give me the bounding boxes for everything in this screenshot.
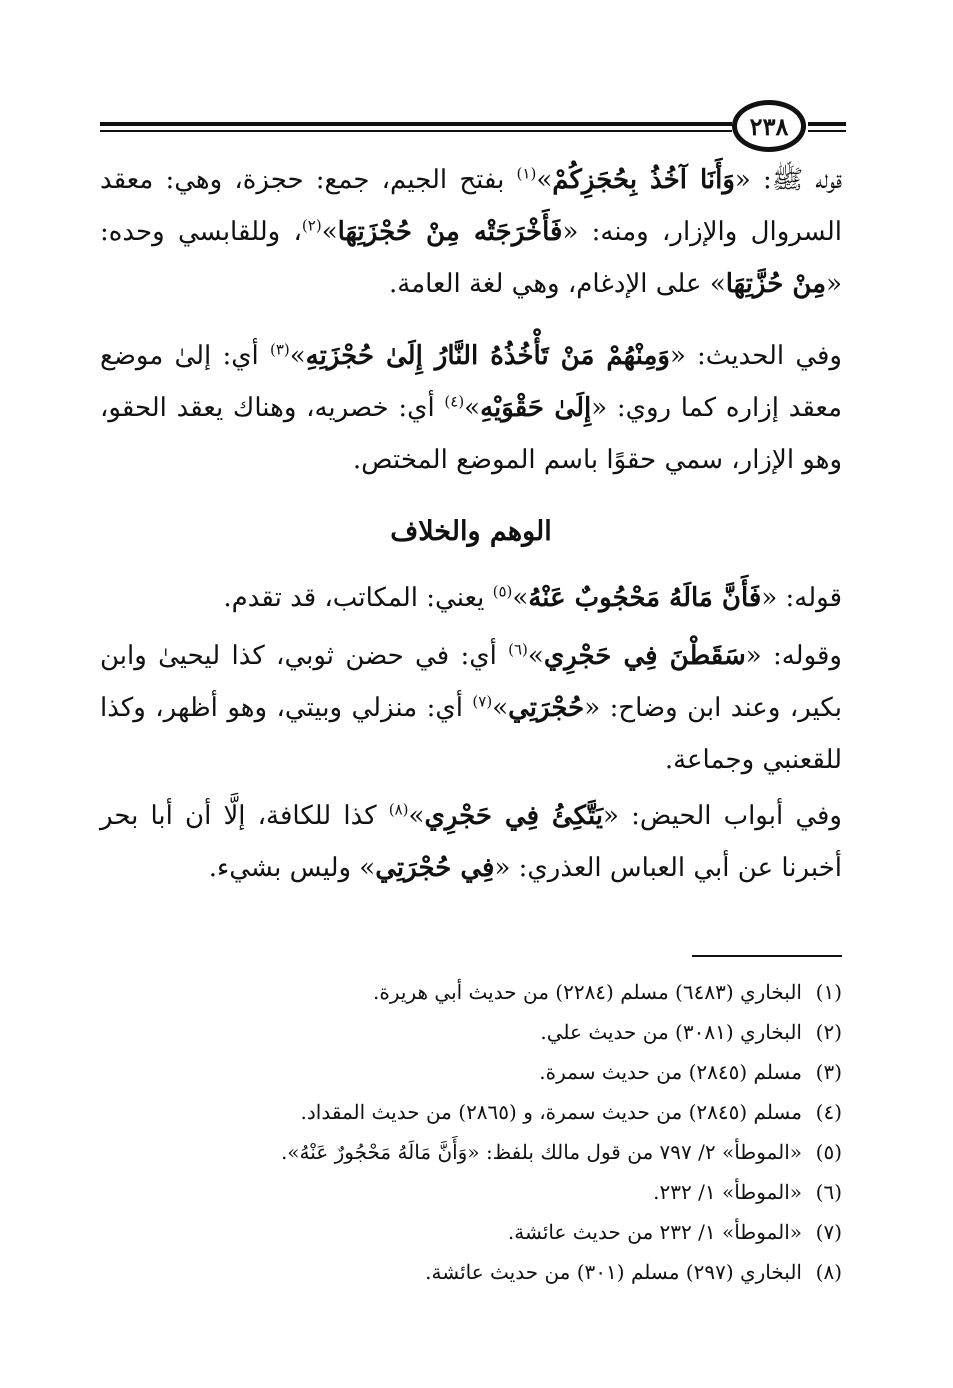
quoted-hadith-text: إِلَىٰ حَقْوَيْهِ: [480, 393, 592, 423]
paragraph-3: [100, 572, 842, 624]
paragraph-1: [100, 154, 842, 310]
quoted-hadith-text: سَقَطْنَ فِي حَجْرِي: [543, 641, 746, 671]
quoted-hadith-text: يَتَّكِئُ فِي حَجْرِي: [424, 801, 604, 831]
footnote-ref[interactable]: (٢): [301, 216, 322, 235]
footnote: [100, 1012, 842, 1052]
footnote-number: (٦): [815, 1180, 842, 1204]
footnote-list: [100, 972, 842, 1292]
footnote-separator: [692, 955, 842, 957]
section-heading: الوهم والخلاف: [390, 516, 552, 547]
paragraph-text: أي: إلىٰ موضع معقد إزاره كما روي: «: [100, 341, 843, 423]
paragraph-text: » على الإدغام، وهي لغة العامة.: [388, 269, 726, 299]
paragraph-text: »: [527, 641, 544, 671]
footnote-text: البخاري (٢٩٧) مسلم (٣٠١) من حديث عائشة.: [425, 1260, 802, 1284]
header-rule-right-thin: [808, 130, 846, 132]
footnote-text: مسلم (٢٨٤٥) من حديث سمرة، و (٢٨٦٥) من حديث المقداد.: [300, 1100, 802, 1124]
paragraph-text: ، وللقابسي وحده: «: [100, 217, 842, 299]
footnote-number: (٣): [815, 1060, 842, 1084]
footnote: [100, 1172, 842, 1212]
paragraph-text: قوله: «: [761, 583, 842, 613]
paragraph-text: »: [289, 341, 306, 371]
header-rule-thin: [100, 130, 732, 132]
paragraph-text: بفتح الجيم، جمع: حجزة، وهي: معقد السروال والإزار، ومنه: «: [100, 165, 842, 247]
paragraph-text: يعني: المكاتب، قد تقدم.: [223, 583, 493, 613]
paragraph-text: وفي أبواب الحيض: «: [603, 801, 842, 831]
footnote-ref[interactable]: (٣): [269, 340, 290, 359]
paragraph-4: [100, 630, 842, 786]
paragraph-text: أي: منزلي وبيتي، وهو أظهر، وكذا للقعنبي وجماعة.: [100, 693, 842, 775]
quoted-hadith-text: وَمِنْهُمْ مَنْ تَأْخُذُهُ النَّارُ إِلَىٰ حُجْزَتِهِ: [305, 341, 670, 371]
footnote-text: «الموطأ» ٢/ ٧٩٧ من قول مالك بلفظ: «وَأَنَّ مَالَهُ مَحْجُورٌ عَنْهُ».: [280, 1140, 802, 1164]
footnote: [100, 1132, 842, 1172]
paragraph-text: »: [464, 393, 481, 423]
paragraph-text: »: [492, 693, 509, 723]
footnote-ref[interactable]: (١): [516, 164, 537, 183]
footnote-ref[interactable]: (٧): [472, 692, 493, 711]
header-rule-right-thick: [808, 122, 846, 126]
quoted-hadith-text: حُجْرَتِي: [508, 693, 585, 723]
paragraph-2: [100, 330, 842, 486]
footnote: [100, 1212, 842, 1252]
footnote-ref[interactable]: (٨): [388, 800, 409, 819]
paragraph-text: أي: خصريه، وهناك يعقد الحقو، وهو الإزار، سمي حقوًا باسم الموضع المختص.: [100, 393, 842, 475]
paragraph-text: »: [512, 583, 529, 613]
quoted-hadith-text: وَأَنَا آخُذُ بِحُجَزِكُمْ: [552, 165, 735, 195]
paragraph-5: [100, 790, 842, 894]
footnote-text: «الموطأ» ١/ ٢٣٢.: [653, 1180, 802, 1204]
footnote: [100, 1052, 842, 1092]
quoted-hadith-text: مِنْ حُزَّتِهَا: [725, 269, 827, 299]
quoted-hadith-text: فَأَخْرَجَتْه مِنْ حُجْزَتِهَا: [337, 217, 563, 247]
footnote-number: (١): [815, 980, 842, 1004]
footnote-number: (٧): [815, 1220, 842, 1244]
footnote-text: «الموطأ» ١/ ٢٣٢ من حديث عائشة.: [507, 1220, 802, 1244]
footnote-text: مسلم (٢٨٤٥) من حديث سمرة.: [539, 1060, 802, 1084]
header-rule-thick: [100, 122, 732, 126]
footnote: [100, 1092, 842, 1132]
footnote-ref[interactable]: (٦): [508, 640, 528, 659]
paragraph-text: »: [536, 165, 553, 195]
footnote-number: (٢): [815, 1020, 842, 1044]
footnote-number: (٨): [815, 1260, 842, 1284]
quoted-hadith-text: فَأَنَّ مَالَهُ مَحْجُوبٌ عَنْهُ: [528, 583, 762, 613]
footnote-ref[interactable]: (٤): [444, 392, 465, 411]
footnote-number: (٤): [815, 1100, 842, 1124]
quoted-hadith-text: فِي حُجْرَتِي: [375, 853, 495, 883]
paragraph-text: كذا للكافة، إلَّا أن أبا بحر أخبرنا عن أبي العباس العذري: «: [100, 801, 842, 883]
footnote: [100, 1252, 842, 1292]
paragraph-text: وفي الحديث: «: [669, 341, 842, 371]
paragraph-text: »: [321, 217, 338, 247]
page-number: ٢٣٨: [732, 100, 806, 152]
footnote: [100, 972, 842, 1012]
footnote-number: (٥): [815, 1140, 842, 1164]
paragraph-text: قوله ﷺ: «: [734, 165, 842, 195]
footnote-text: البخاري (٣٠٨١) من حديث علي.: [540, 1020, 802, 1044]
paragraph-text: وقوله: «: [745, 641, 842, 671]
footnote-text: البخاري (٦٤٨٣) مسلم (٢٢٨٤) من حديث أبي هريرة.: [373, 980, 802, 1004]
footnote-ref[interactable]: (٥): [492, 582, 513, 601]
paragraph-text: » وليس بشيء.: [208, 853, 376, 883]
paragraph-text: »: [408, 801, 425, 831]
paragraph-text: أي: في حضن ثوبي، كذا ليحيىٰ وابن بكير، وعند ابن وضاح: «: [100, 641, 842, 723]
